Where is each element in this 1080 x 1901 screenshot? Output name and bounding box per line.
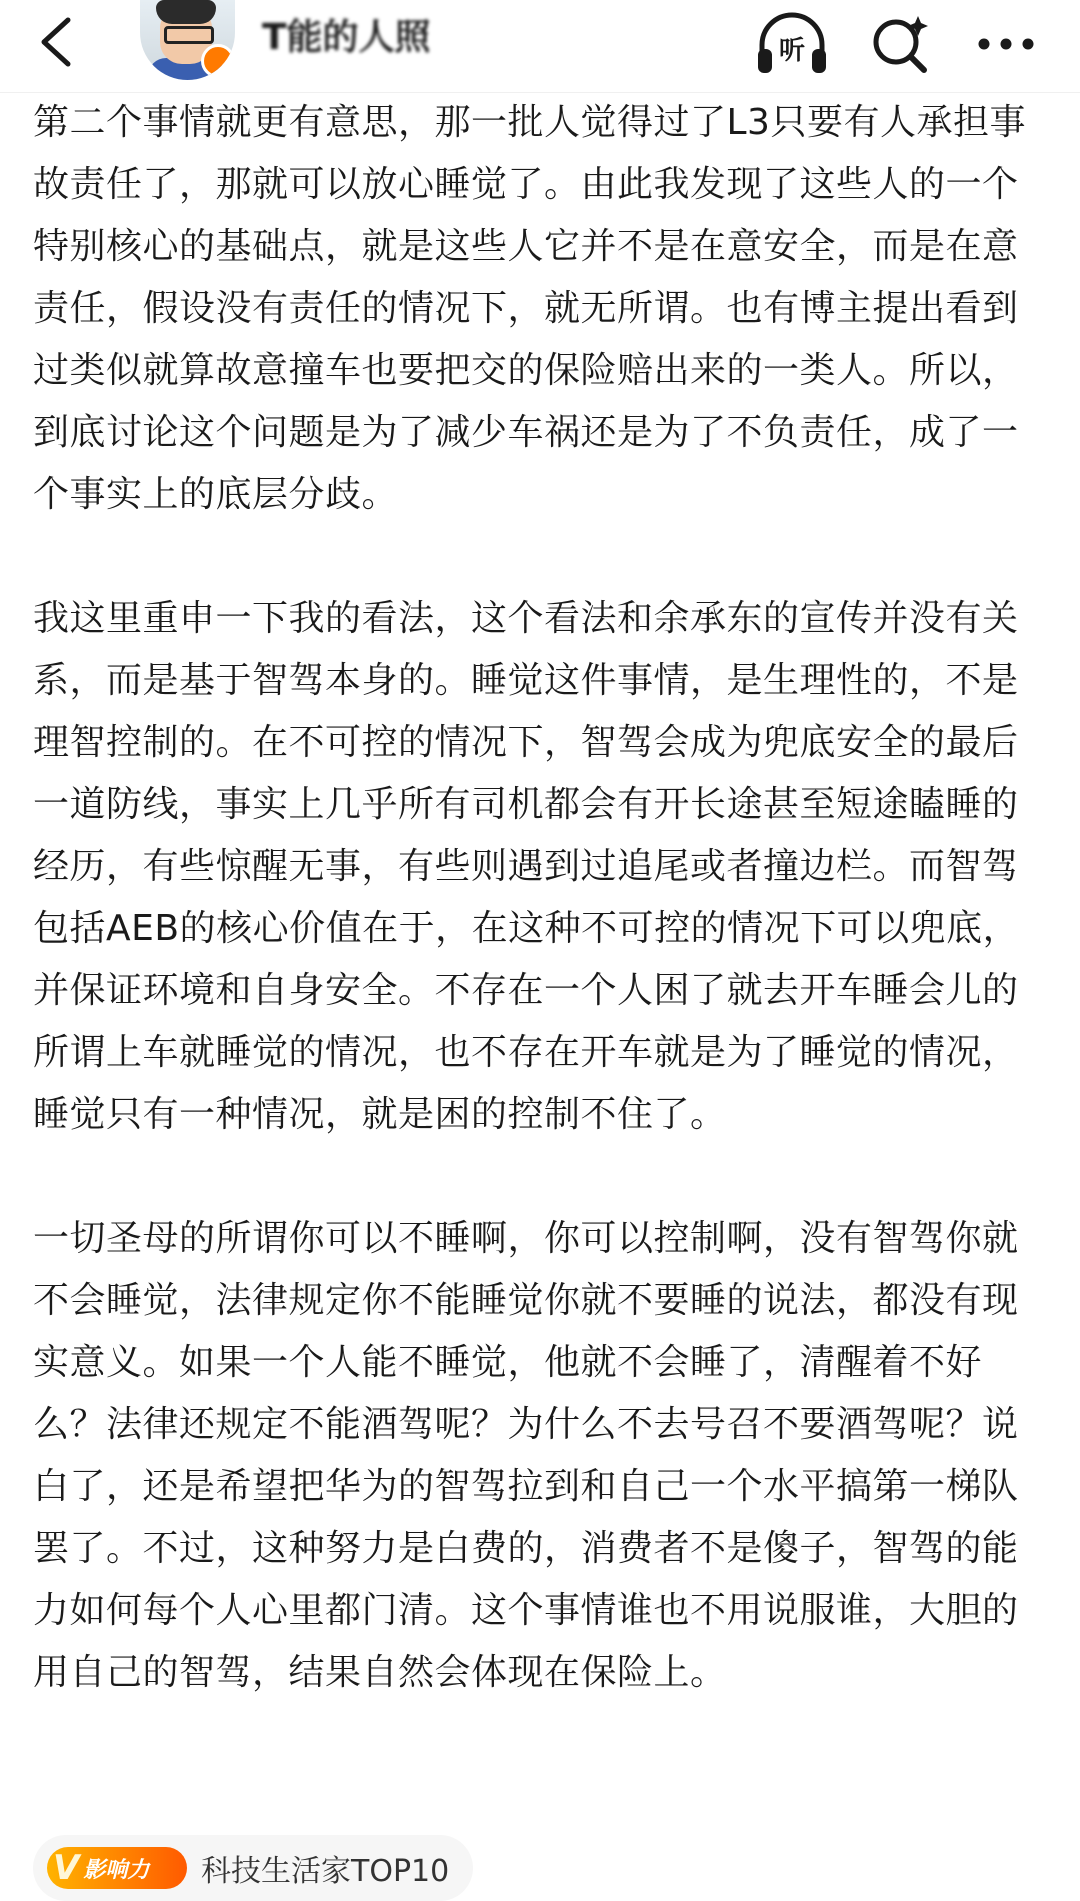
verified-badge-icon — [201, 44, 235, 78]
back-button[interactable] — [28, 14, 84, 70]
article-paragraph: 第二个事情就更有意思，那一批人觉得过了L3只要有人承担事故责任了，那就可以放心睡觉了。由此我发现了这些人的一个特别核心的基础点，就是这些人它并不是在意安全，而是在意责任，假设没有责任的情况下，就无所谓。也有博主提出看到过类似就算故意撞车也要把交的保险赔出来的一类人。所以，到底讨论这个问题是为了减少车祸还是为了不负责任，成了一个事实上的底层分歧。 — [33, 102, 1026, 515]
listen-button[interactable] — [752, 4, 832, 84]
username[interactable]: T能的人照 — [262, 17, 431, 58]
influence-logo-text: 影响力 — [83, 1857, 150, 1883]
influence-badge-label: 科技生活家TOP10 — [201, 1854, 450, 1889]
more-button[interactable] — [966, 4, 1046, 84]
article-paragraph: 一切圣母的所谓你可以不睡啊，你可以控制啊，没有智驾你就不会睡觉，法律规定你不能睡觉你就不要睡的说法，都没有现实意义。如果一个人能不睡觉，他就不会睡了，清醒着不好么？法律还规定不能酒驾呢？为什么不去号召不要酒驾呢？说白了，还是希望把华为的智驾拉到和自己一个水平搞第一梯队罢了。不过，这种努力是白费的，消费者不是傻子，智驾的能力如何每个人心里都门清。这个事情谁也不用说服谁，大胆的用自己的智驾，结果自然会体现在保险上。 — [33, 1218, 1019, 1693]
back-arrow-icon — [36, 14, 76, 70]
avatar[interactable] — [140, 0, 235, 80]
listen-label: 听 — [778, 36, 806, 66]
influence-logo — [47, 1847, 187, 1889]
article-body — [33, 92, 1053, 1704]
influence-badge[interactable] — [33, 1835, 473, 1901]
headphones-listen-icon — [754, 11, 830, 77]
more-dots-icon — [974, 34, 1038, 54]
top-bar — [0, 0, 1080, 93]
search-button[interactable] — [860, 4, 940, 84]
search-sparkle-icon — [868, 12, 932, 76]
influence-v-icon: V — [53, 1848, 80, 1888]
article-paragraph: 我这里重申一下我的看法，这个看法和余承东的宣传并没有关系，而是基于智驾本身的。睡觉这件事情，是生理性的，不是理智控制的。在不可控的情况下，智驾会成为兜底安全的最后一道防线，事实上几乎所有司机都会有开长途甚至短途瞌睡的经历，有些惊醒无事，有些则遇到过追尾或者撞边栏。而智驾包括AEB的核心价值在于，在这种不可控的情况下可以兜底，并保证环境和自身安全。不存在一个人困了就去开车睡会儿的所谓上车就睡觉的情况，也不存在开车就是为了睡觉的情况，睡觉只有一种情况，就是困的控制不住了。 — [33, 598, 1020, 1135]
